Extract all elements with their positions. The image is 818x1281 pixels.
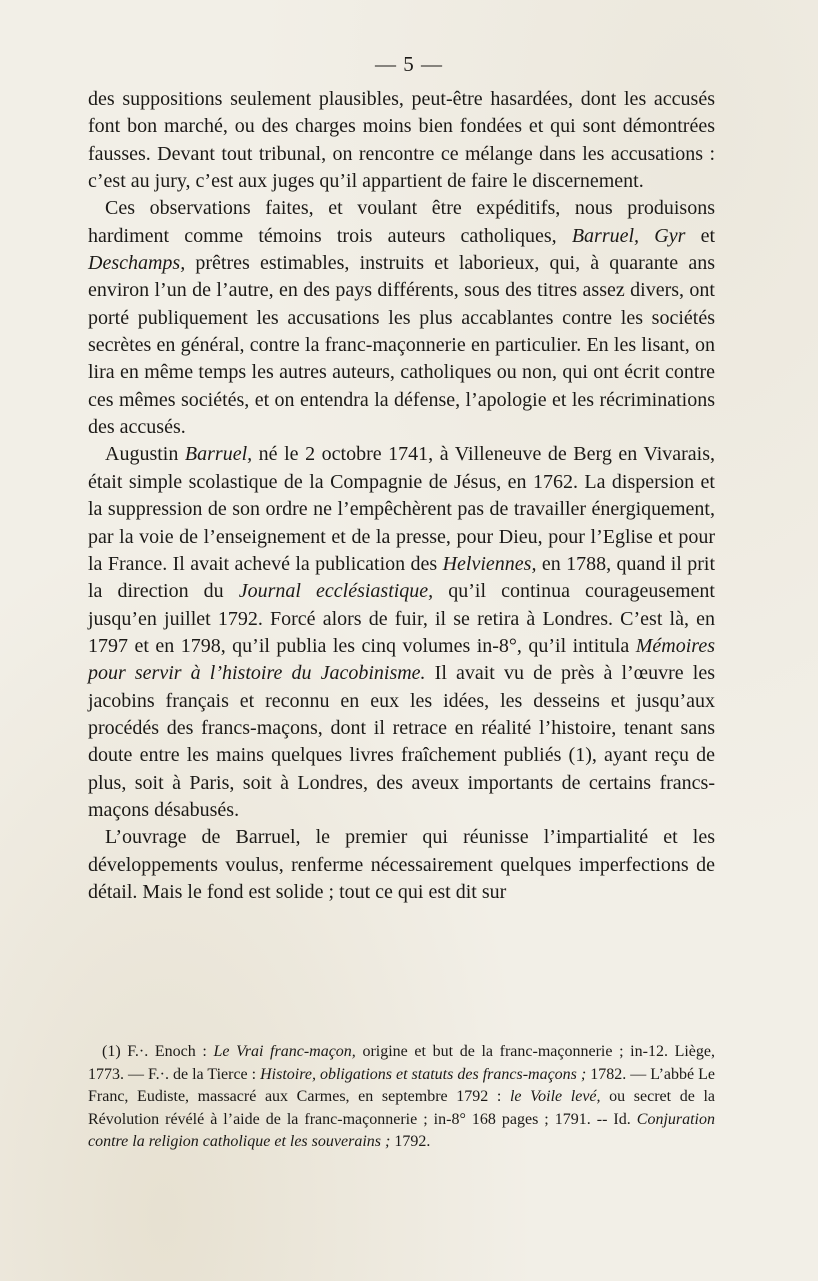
footnote-block xyxy=(88,1041,715,1154)
paragraph xyxy=(88,86,715,195)
text-run: 1782. — L’abbé Le Franc, Eudiste, massacré aux Carmes, en septembre 1792 : xyxy=(88,1065,716,1106)
text-run: L’ouvrage de Barruel, le premier qui réunisse l’impartialité et les développements voulus, renferme nécessairement quelques imperfections de détail. Mais le fond est solide ; tout ce qui est dit sur xyxy=(88,826,715,903)
text-run: ou secret de la Révolution révélé à l’aide de la franc-maçonnerie ; in-8° 168 pages ; 1791. -- Id. xyxy=(88,1088,715,1128)
text-run: Ces observations faites, et voulant être expéditifs, nous produisons hardiment comme témoins trois auteurs catholiques, xyxy=(88,197,715,247)
text-run: qu’il continua courageusement jusqu’en juillet 1792. Forcé alors de fuir, il se retira à Londres. C’est là, en 1797 et en 1798, qu’il publia les cinq volumes in-8°, qu’il intitula xyxy=(88,580,715,657)
main-text xyxy=(88,86,715,906)
italic-text: Gyr xyxy=(654,224,686,247)
italic-text: Barruel, xyxy=(184,443,253,466)
italic-text: Conjuration contre la religion catholique et les souverains ; xyxy=(88,1110,715,1151)
text-run: en 1788, quand il prit la direction du xyxy=(88,552,716,603)
text-run: né le 2 octobre 1741, à Villeneuve de Berg en Vivarais, était simple scolastique de la Compagnie de Jésus, en 1762. La dispersion et la suppression de son ordre ne l’empêchèrent pas de travailler énergiquement, par la voie de l’enseignement et de la presse, pour Dieu, pour l’Eglise et pour la France. Il avait achevé la publication des xyxy=(88,443,715,575)
text-run: Augustin xyxy=(105,443,185,466)
italic-text: Journal ecclésiastique, xyxy=(238,580,434,603)
text-run: prêtres estimables, instruits et laborieux, qui, à quarante ans environ l’un de l’autre, en des pays différents, sous des titres assez divers, ont porté publiquement les accusations les plus accablantes contre les sociétés secrètes en général, contre la franc-maçonnerie en particulier. En les lisant, on lira en même temps les autres auteurs, catholiques ou non, qui ont écrit contre ces mêmes sociétés, et on entendra la défense, l’apologie et les récriminations des accusés. xyxy=(88,252,715,439)
italic-text: Deschamps, xyxy=(88,252,186,275)
italic-text: Helviennes, xyxy=(442,552,537,575)
text-run: et xyxy=(685,224,716,247)
paragraph xyxy=(88,195,715,441)
paragraph xyxy=(88,824,715,906)
italic-text: le Voile levé, xyxy=(509,1088,601,1106)
paragraph xyxy=(88,441,715,824)
text-run: Il avait vu de près à l’œuvre les jacobins français et reconnu en eux les idées, les desseins et jusqu’aux procédés des francs-maçons, dont il retrace en réalité l’histoire, tenant sans doute entre les mains quelques livres fraîchement publiés (1), ayant reçu de plus, soit à Paris, soit à Londres, des aveux importants de certains francs-maçons désabusés. xyxy=(88,662,715,821)
text-run: des suppositions seulement plausibles, peut-être hasardées, dont les accusés font bon marché, ou des charges moins bien fondées et qui sont démontrées fausses. Devant tout tribunal, on rencontre ce mélange dans les accusations : c’est au jury, c’est aux juges qu’il appartient de faire le discernement. xyxy=(88,88,715,193)
italic-text: Mémoires pour servir à l’histoire du Jacobinisme. xyxy=(88,634,715,685)
text-run xyxy=(639,225,654,247)
text-run: origine et but de la franc-maçonnerie ; in-12. Liège, 1773. — F.·. de la Tierce : xyxy=(88,1043,716,1083)
footnote xyxy=(88,1041,715,1154)
text-run: (1) F.·. Enoch : xyxy=(102,1043,214,1060)
page-number: — 5 — xyxy=(375,52,443,76)
italic-text: Barruel, xyxy=(571,224,640,247)
italic-text: Histoire, obligations et statuts des francs-maçons ; xyxy=(260,1065,587,1083)
italic-text: Le Vrai franc-maçon, xyxy=(213,1043,356,1060)
text-run: 1792. xyxy=(390,1133,431,1151)
